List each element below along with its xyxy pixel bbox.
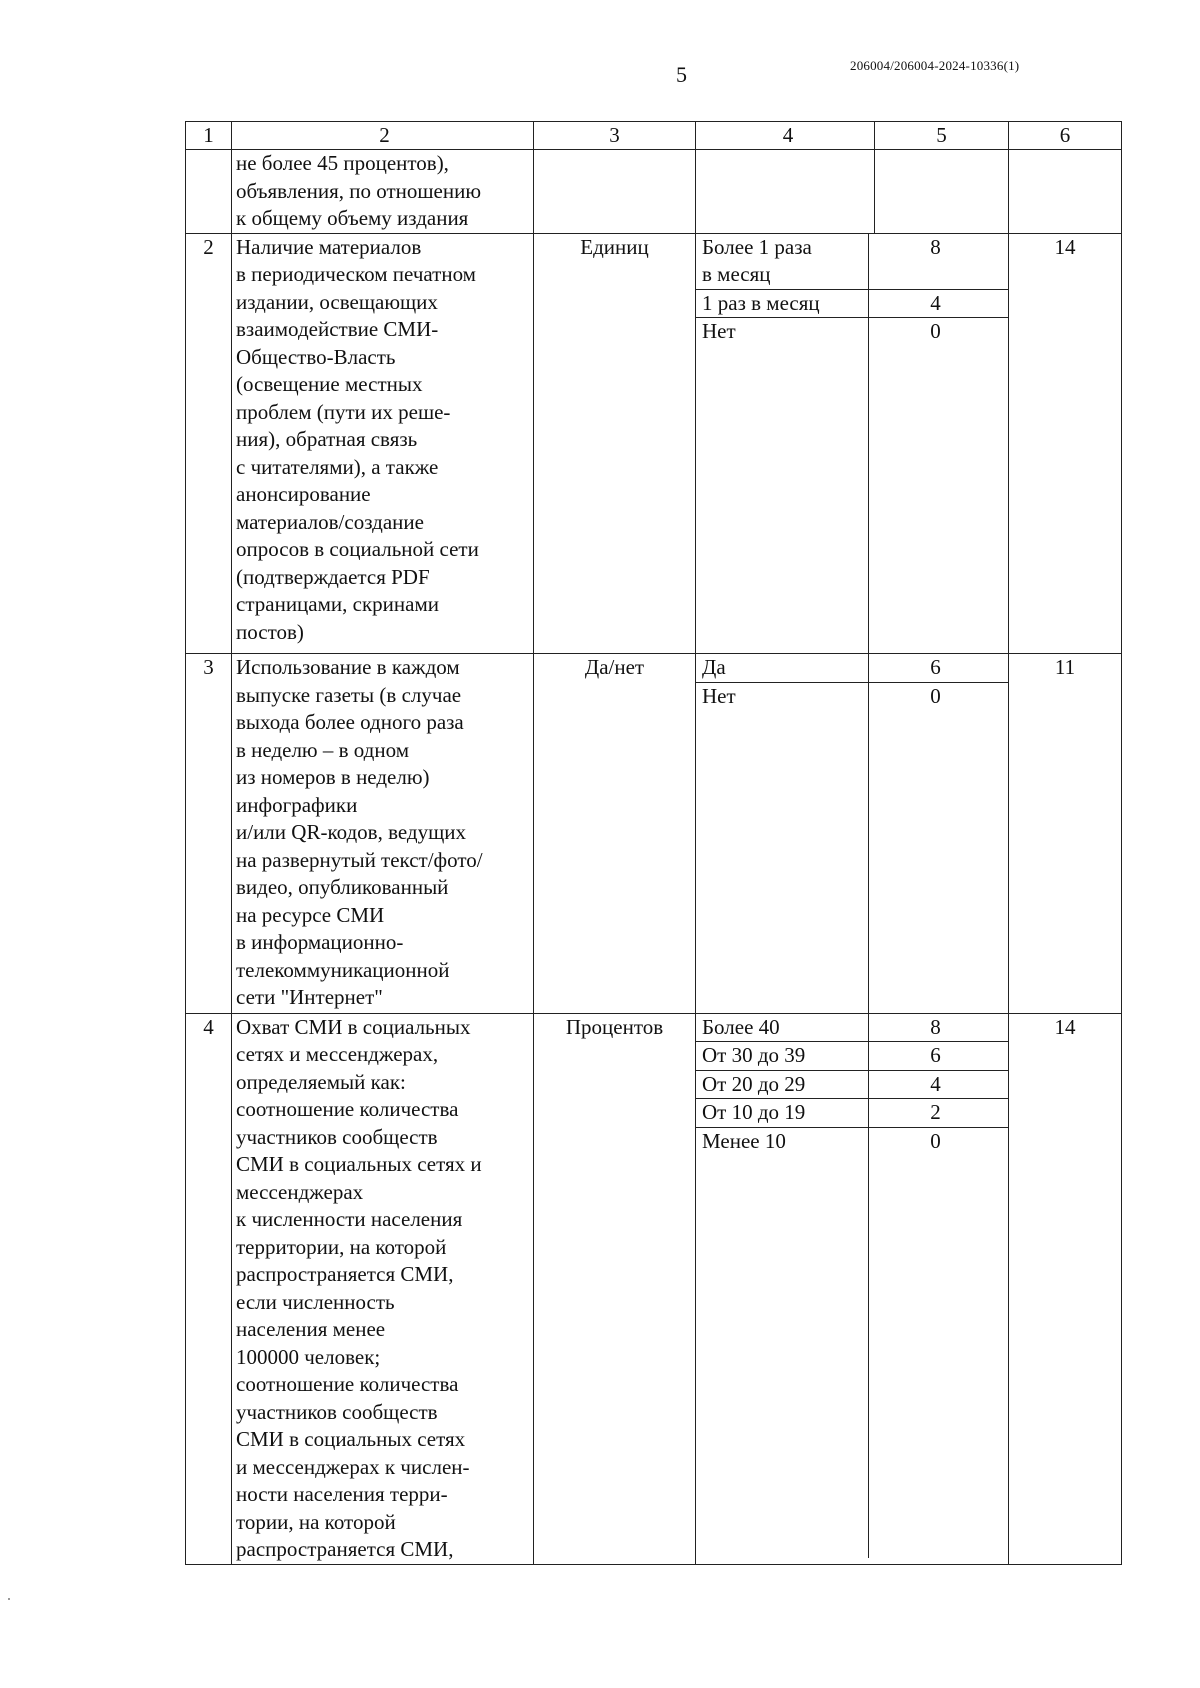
option-row bbox=[696, 1128, 1008, 1558]
row-number bbox=[186, 150, 232, 234]
option-row bbox=[696, 654, 1008, 683]
unit-cell: Процентов bbox=[534, 1013, 696, 1564]
option-score: 4 bbox=[868, 1071, 1002, 1099]
max-score bbox=[1009, 150, 1122, 234]
option-row bbox=[696, 1099, 1008, 1128]
table-row bbox=[186, 150, 1122, 234]
options-block bbox=[696, 654, 1009, 1014]
option-score: 8 bbox=[868, 1014, 1002, 1042]
column-header: 5 bbox=[875, 122, 1009, 150]
column-header: 3 bbox=[534, 122, 696, 150]
table-row bbox=[186, 1013, 1122, 1564]
table-row bbox=[186, 233, 1122, 654]
option-score: 0 bbox=[868, 318, 1002, 653]
criterion-text: Использование в каждом выпуске газеты (в случае выхода более одного раза в неделю – в одном из номеров в неделю) инфографики и/или QR-кодов, ведущих на развернутый текст/фото/ видео, опубликованный на ресурсе СМИ в информационно- телекоммуникационной сети "Интернет" bbox=[232, 654, 534, 1014]
max-score: 14 bbox=[1009, 1013, 1122, 1564]
option-label: От 20 до 29 bbox=[702, 1071, 806, 1096]
option-row bbox=[696, 683, 1008, 1013]
option-score: 8 bbox=[868, 234, 1002, 289]
table-row bbox=[186, 654, 1122, 1014]
options-block bbox=[696, 1013, 1009, 1564]
column-header: 6 bbox=[1009, 122, 1122, 150]
option-row bbox=[696, 234, 1008, 290]
option-label: Более 1 раза в месяц bbox=[702, 234, 812, 286]
option-row bbox=[696, 290, 1008, 319]
criterion-text: Наличие материалов в периодическом печатном издании, освещающих взаимодействие СМИ- Общество-Власть (освещение местных проблем (пути их реше- ния), обратная связь с читателями), а также анонсирование материалов/создание опросов в социальной сети (подтверждается PDF страницами, скринами постов) bbox=[232, 233, 534, 654]
option-label: От 10 до 19 bbox=[702, 1100, 806, 1124]
unit-cell: Единиц bbox=[534, 233, 696, 654]
criterion-text: Охват СМИ в социальных сетях и мессенджерах, определяемый как: соотношение количества участников сообществ СМИ в социальных сетях и мессенджерах к численности населения территории, на которой распространяется СМИ, если численность населения менее 100000 человек; соотношение количества участников сообществ СМИ в социальных сетях и мессенджерах к числен- ности населения терри- тории, на которой распространяется СМИ, bbox=[232, 1013, 534, 1564]
row-number: 4 bbox=[186, 1013, 232, 1564]
option-score: 0 bbox=[868, 1128, 1002, 1558]
option-label: Да bbox=[702, 655, 726, 679]
column-header: 1 bbox=[186, 122, 232, 150]
score-cell bbox=[875, 150, 1009, 234]
page-number: 5 bbox=[676, 62, 687, 87]
option-label: Менее 10 bbox=[702, 1128, 786, 1153]
row-number: 3 bbox=[186, 654, 232, 1014]
option-label: Нет bbox=[702, 319, 736, 343]
option-score: 2 bbox=[868, 1099, 1002, 1127]
option-row bbox=[696, 1042, 1008, 1071]
unit-cell bbox=[534, 150, 696, 234]
column-header: 4 bbox=[696, 122, 875, 150]
option-row bbox=[696, 1071, 1008, 1100]
max-score: 14 bbox=[1009, 233, 1122, 654]
table-header-row bbox=[186, 122, 1122, 150]
option-label: От 30 до 39 bbox=[702, 1043, 806, 1067]
option-score: 0 bbox=[868, 683, 1002, 1013]
scan-speck bbox=[8, 1598, 10, 1600]
option-score: 6 bbox=[868, 654, 1002, 682]
option-label: Более 40 bbox=[702, 1014, 780, 1039]
option-score: 6 bbox=[868, 1042, 1002, 1070]
max-score: 11 bbox=[1009, 654, 1122, 1014]
criterion-text: не более 45 процентов), объявления, по отношению к общему объему издания bbox=[232, 150, 534, 234]
row-number: 2 bbox=[186, 233, 232, 654]
criteria-table bbox=[185, 121, 1122, 1565]
option-row bbox=[696, 318, 1008, 653]
column-header: 2 bbox=[232, 122, 534, 150]
option-cell bbox=[696, 150, 875, 234]
options-block bbox=[696, 233, 1009, 654]
document-id: 206004/206004-2024-10336(1) bbox=[850, 58, 1020, 73]
option-row bbox=[696, 1014, 1008, 1043]
option-label: 1 раз в месяц bbox=[702, 290, 820, 315]
unit-cell: Да/нет bbox=[534, 654, 696, 1014]
option-label: Нет bbox=[702, 683, 736, 708]
option-score: 4 bbox=[868, 290, 1002, 318]
